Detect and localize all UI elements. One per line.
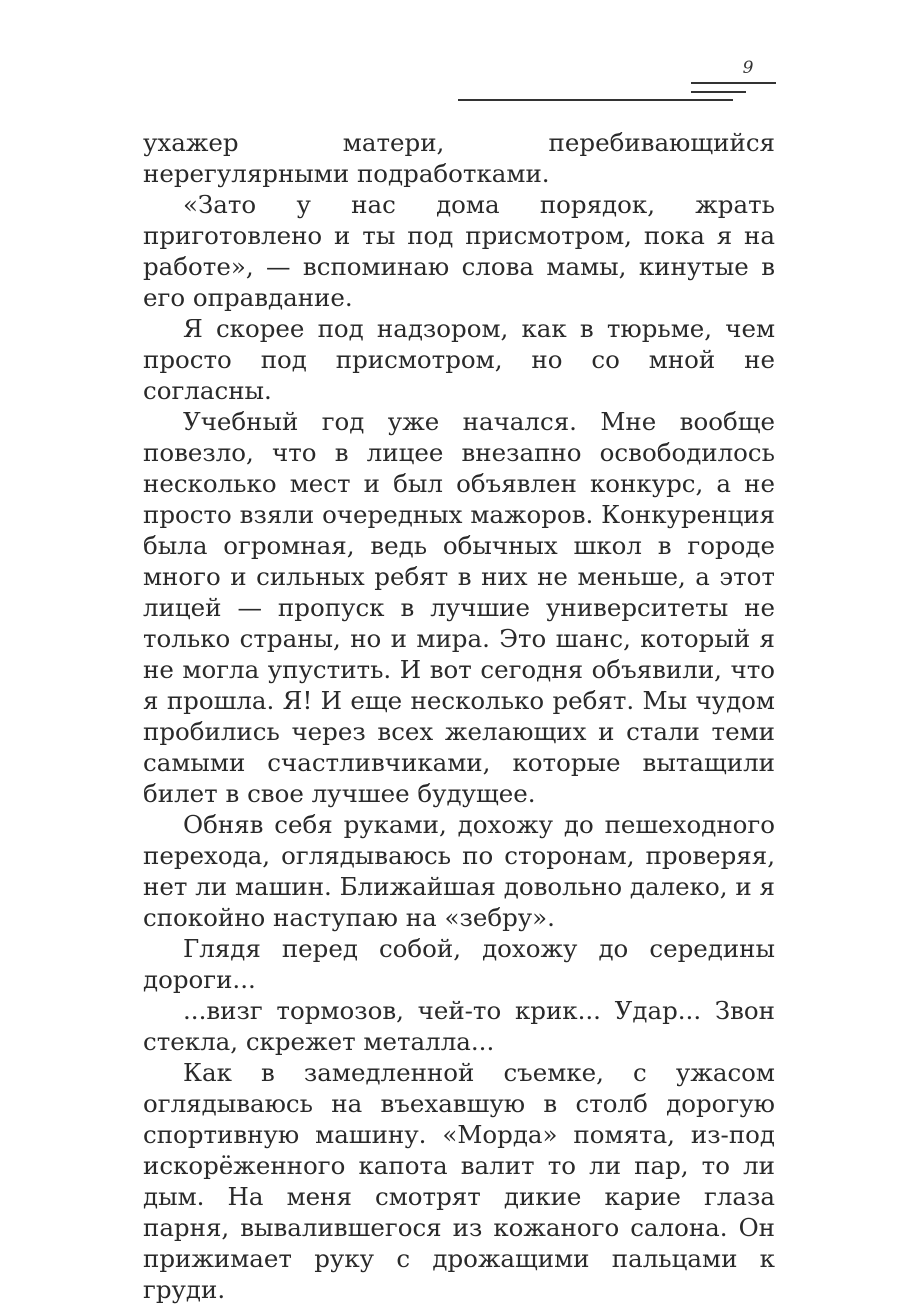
paragraph: ...визг тормозов, чей-то крик... Удар... Звон стекла, скрежет металла... — [143, 996, 775, 1056]
paragraph: Обняв себя руками, дохожу до пешеходного перехода, оглядываюсь по сторонам, проверяя, нет ли машин. Ближайшая довольно далеко, и я спокойно наступаю на «зебру». — [143, 810, 775, 932]
paragraph: Глядя перед собой, дохожу до середины дороги... — [143, 934, 775, 994]
header-rule-middle — [691, 91, 746, 93]
page-number: 9 — [742, 58, 754, 78]
paragraph: Я скорее под надзором, как в тюрьме, чем просто под присмотром, но со мной не согласны. — [143, 314, 775, 405]
paragraph: «Зато у нас дома порядок, жрать приготовлено и ты под присмотром, пока я на работе», — вспоминаю слова мамы, кинутые в его оправдание. — [143, 190, 775, 312]
paragraph: Учебный год уже начался. Мне вообще повезло, что в лицее внезапно освободилось несколько мест и был объявлен конкурс, а не просто взяли очередных мажоров. Конкуренция была огромная, ведь обычных школ в городе много и сильных ребят в них не меньше, а этот лицей — пропуск в лучшие университеты не только страны, но и мира. Это шанс, который я не могла упустить. И вот сегодня объявили, что я прошла. Я! И еще несколько ребят. Мы чудом пробились через всех желающих и стали теми самыми счастливчиками, которые вытащили билет в свое лучшее будущее. — [143, 407, 775, 808]
page-header — [0, 0, 900, 110]
text-body — [143, 127, 775, 1305]
header-rule-top — [691, 82, 776, 84]
header-rule-long — [458, 99, 733, 101]
paragraph: Как в замедленной съемке, с ужасом оглядываюсь на въехавшую в столб дорогую спортивную машину. «Морда» помята, из-под искорёженного капота валит то ли пар, то ли дым. На меня смотрят дикие карие глаза парня, вывалившегося из кожаного салона. Он прижимает руку с дрожащими пальцами к груди. — [143, 1058, 775, 1304]
paragraph: ухажер матери, перебивающийся нерегулярными подработками. — [143, 128, 775, 188]
